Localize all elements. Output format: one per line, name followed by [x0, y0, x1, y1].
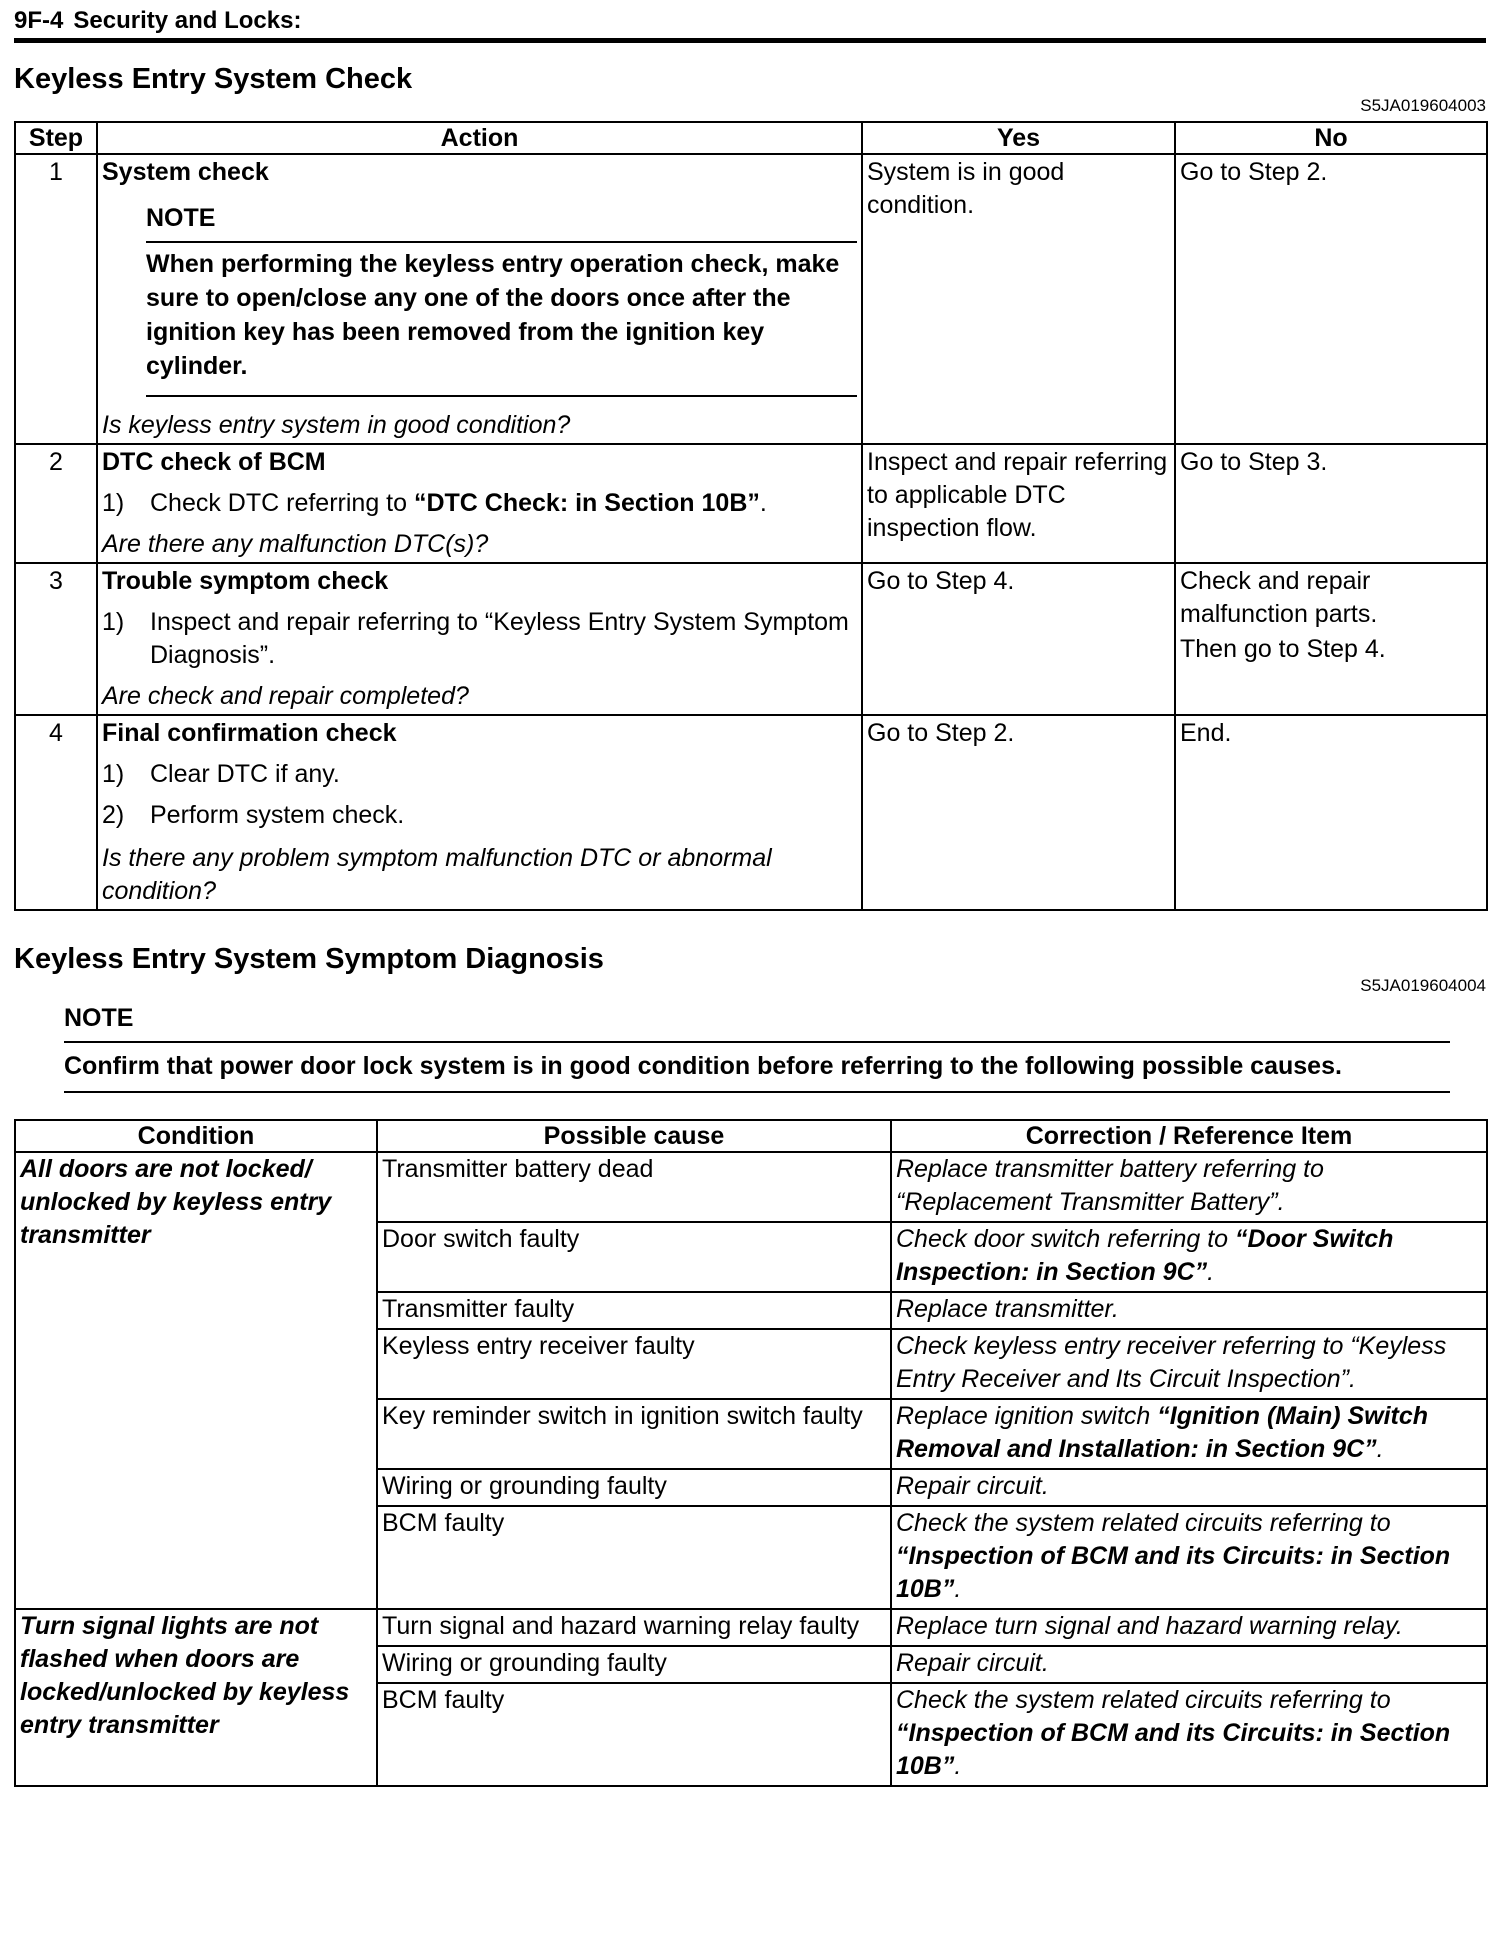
step-action	[97, 715, 862, 910]
correction-cell: Replace transmitter battery referring to “Replacement Transmitter Battery”.	[891, 1152, 1487, 1222]
correction-text: Check door switch referring to	[896, 1225, 1236, 1253]
check-table	[14, 121, 1488, 911]
correction-cell: Check keyless entry receiver referring to “Keyless Entry Receiver and Its Circuit Inspection”.	[891, 1329, 1487, 1399]
cause-cell: BCM faulty	[377, 1683, 891, 1786]
step-title: DTC check of BCM	[102, 448, 326, 476]
correction-cell	[891, 1399, 1487, 1469]
cause-cell: Keyless entry receiver faulty	[377, 1329, 891, 1399]
sub-step-number: 2)	[102, 801, 125, 829]
step-yes: Go to Step 4.	[862, 563, 1175, 715]
sub-step	[102, 799, 857, 832]
note-text: Confirm that power door lock system is in good condition before referring to the following possible causes.	[64, 1043, 1450, 1093]
sub-step	[102, 758, 857, 791]
step-question: Is there any problem symptom malfunction DTC or abnormal condition?	[102, 844, 772, 905]
step-question: Are check and repair completed?	[102, 682, 469, 710]
cause-cell: Wiring or grounding faulty	[377, 1646, 891, 1683]
sub-step-end: .	[759, 489, 767, 517]
col-condition: Condition	[15, 1120, 377, 1152]
col-step: Step	[15, 122, 97, 154]
table-row	[15, 444, 1487, 563]
col-yes: Yes	[862, 122, 1175, 154]
sub-step-text: Perform system check.	[150, 801, 405, 829]
step-question: Is keyless entry system in good condition?	[102, 411, 571, 439]
correction-text: Check the system related circuits referring to	[896, 1686, 1391, 1714]
note-label: NOTE	[64, 1001, 1450, 1043]
diag-reference-code: S5JA019604004	[1360, 976, 1486, 995]
cause-cell: Transmitter battery dead	[377, 1152, 891, 1222]
cause-cell: Door switch faulty	[377, 1222, 891, 1292]
section-reference: “Inspection of BCM and its Circuits: in Section 10B”	[896, 1542, 1451, 1603]
cause-cell: Transmitter faulty	[377, 1292, 891, 1329]
col-possible-cause: Possible cause	[377, 1120, 891, 1152]
sub-step-text	[150, 487, 857, 520]
page-header	[14, 4, 1486, 38]
step-number: 3	[15, 563, 97, 715]
diag-section-title: Keyless Entry System Symptom Diagnosis	[14, 943, 604, 975]
sub-step-text: Clear DTC if any.	[150, 760, 340, 788]
manual-page	[14, 4, 1486, 1787]
diagnosis-table-header	[15, 1120, 1487, 1152]
step-no-line: Check and repair malfunction parts.	[1180, 567, 1378, 628]
step-action	[97, 563, 862, 715]
step-number: 2	[15, 444, 97, 563]
condition-cell: Turn signal lights are not flashed when doors are locked/unlocked by keyless entry transmitter	[15, 1609, 377, 1786]
section-reference: “Ignition (Main) Switch Removal and Installation: in Section 9C”	[896, 1402, 1429, 1463]
correction-cell: Replace turn signal and hazard warning relay.	[891, 1609, 1487, 1646]
correction-end: .	[954, 1752, 962, 1780]
section-reference: “Door Switch Inspection: in Section 9C”	[896, 1225, 1394, 1286]
step-no: End.	[1175, 715, 1487, 910]
step-no	[1175, 563, 1487, 715]
table-row	[15, 154, 1487, 444]
sub-step-number: 1)	[102, 760, 125, 788]
section-reference: “Inspection of BCM and its Circuits: in Section 10B”	[896, 1719, 1451, 1780]
step-number: 4	[15, 715, 97, 910]
condition-cell: All doors are not locked/ unlocked by keyless entry transmitter	[15, 1152, 377, 1609]
check-reference-code: S5JA019604003	[1360, 96, 1486, 115]
check-table-header	[15, 122, 1487, 154]
step-no: Go to Step 3.	[1175, 444, 1487, 563]
step-action	[97, 444, 862, 563]
col-correction: Correction / Reference Item	[891, 1120, 1487, 1152]
cause-cell: Turn signal and hazard warning relay faulty	[377, 1609, 891, 1646]
correction-cell: Replace transmitter.	[891, 1292, 1487, 1329]
header-rule	[14, 38, 1486, 43]
section-reference: “DTC Check: in Section 10B”	[413, 489, 760, 517]
sub-step	[102, 606, 857, 672]
step-action	[97, 154, 862, 444]
note-label: NOTE	[146, 193, 857, 243]
step-title: System check	[102, 158, 269, 186]
correction-cell: Repair circuit.	[891, 1646, 1487, 1683]
cause-cell: BCM faulty	[377, 1506, 891, 1609]
sub-step	[102, 487, 857, 520]
step-title: Trouble symptom check	[102, 567, 389, 595]
diag-note	[64, 1001, 1450, 1093]
correction-end: .	[954, 1575, 962, 1603]
correction-text: Check the system related circuits referring to	[896, 1509, 1391, 1537]
correction-cell: Repair circuit.	[891, 1469, 1487, 1506]
correction-end: .	[1376, 1435, 1384, 1463]
col-action: Action	[97, 122, 862, 154]
check-section-title: Keyless Entry System Check	[14, 63, 413, 95]
correction-end: .	[1207, 1258, 1215, 1286]
note-box	[146, 193, 857, 397]
table-row	[15, 1152, 1487, 1222]
step-number: 1	[15, 154, 97, 444]
correction-cell	[891, 1222, 1487, 1292]
correction-text: Replace ignition switch	[896, 1402, 1158, 1430]
step-no: Go to Step 2.	[1175, 154, 1487, 444]
step-question: Are there any malfunction DTC(s)?	[102, 530, 489, 558]
cause-cell: Key reminder switch in ignition switch faulty	[377, 1399, 891, 1469]
page-number: 9F-4	[14, 7, 64, 34]
step-no-line: Then go to Step 4.	[1180, 635, 1386, 663]
note-text: When performing the keyless entry operation check, make sure to open/close any one of the doors once after the ignition key has been removed from the ignition key cylinder.	[146, 243, 857, 397]
correction-cell	[891, 1683, 1487, 1786]
sub-step-text: Inspect and repair referring to “Keyless Entry System Symptom Diagnosis”.	[150, 608, 849, 669]
col-no: No	[1175, 122, 1487, 154]
step-title: Final confirmation check	[102, 719, 397, 747]
sub-step-number: 1)	[102, 489, 125, 517]
diagnosis-table	[14, 1119, 1488, 1787]
table-row	[15, 715, 1487, 910]
table-row	[15, 1609, 1487, 1646]
cause-cell: Wiring or grounding faulty	[377, 1469, 891, 1506]
table-row	[15, 563, 1487, 715]
step-yes: System is in good condition.	[862, 154, 1175, 444]
step-yes: Inspect and repair referring to applicable DTC inspection flow.	[862, 444, 1175, 563]
correction-cell	[891, 1506, 1487, 1609]
sub-step-number: 1)	[102, 608, 125, 636]
step-yes: Go to Step 2.	[862, 715, 1175, 910]
sub-step-plain: Check DTC referring to	[150, 489, 414, 517]
section-name: Security and Locks:	[73, 7, 302, 34]
